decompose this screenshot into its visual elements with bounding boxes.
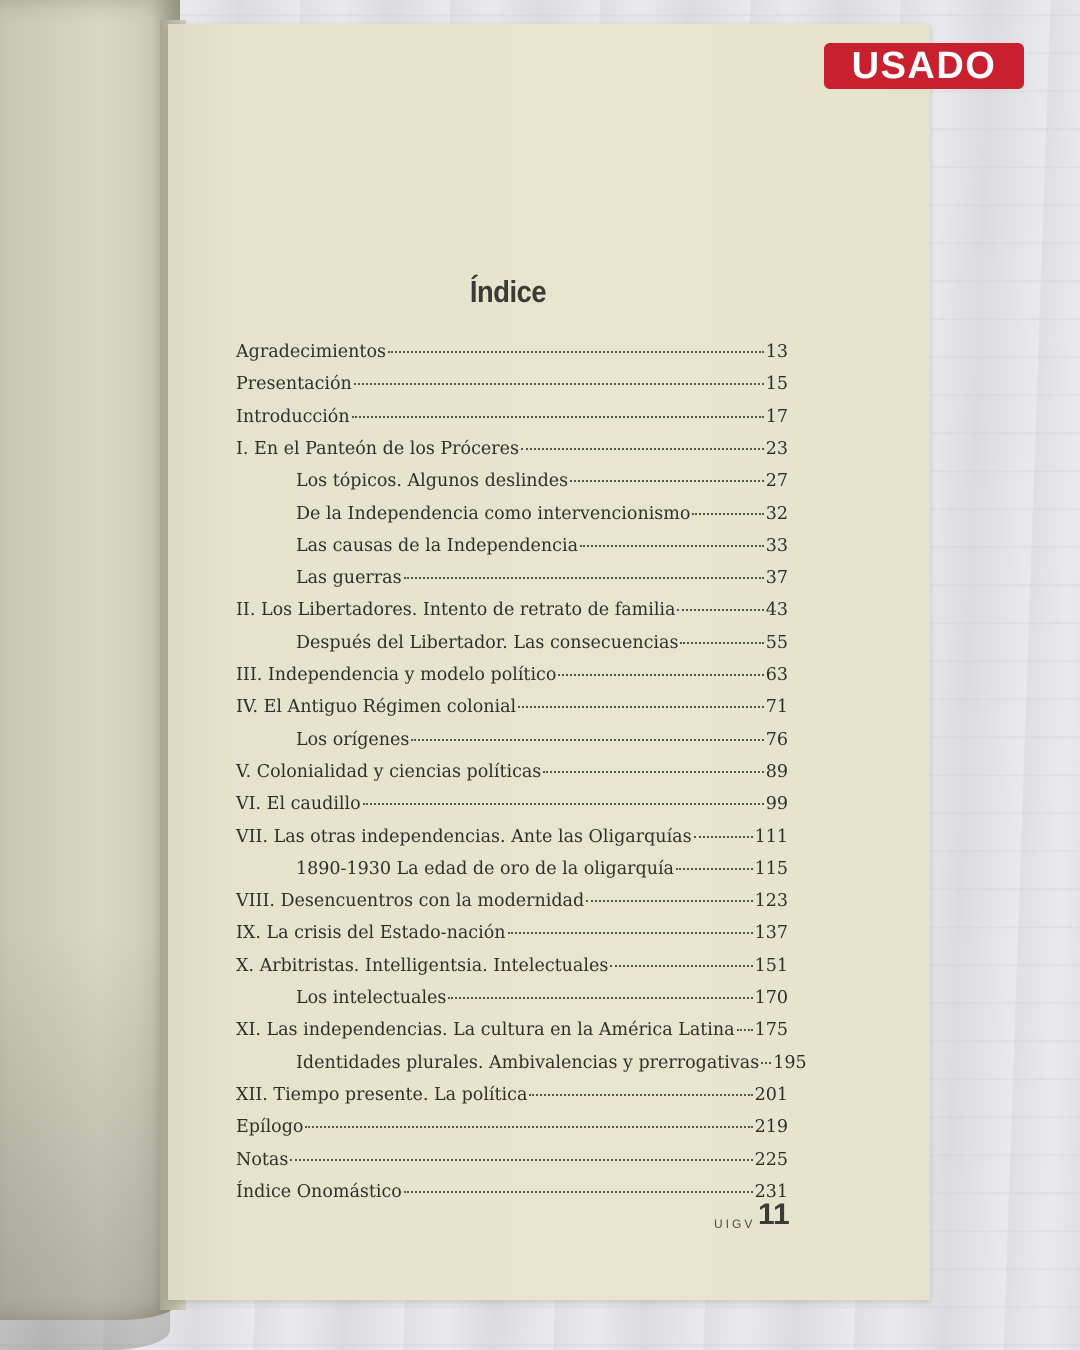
toc-entry	[236, 697, 788, 725]
toc-entry-title: 1890-1930 La edad de oro de la oligarquía	[296, 858, 674, 879]
toc-entry-page: 63	[765, 665, 788, 685]
toc-entry-title: I. En el Panteón de los Próceres	[236, 438, 519, 459]
toc-entry	[236, 1020, 788, 1048]
toc-entry-page: 71	[765, 697, 788, 718]
toc-entry-title: IV. El Antiguo Régimen colonial	[236, 697, 517, 718]
toc-entry-title: Epílogo	[236, 1117, 304, 1138]
dot-leader	[543, 771, 763, 773]
dot-leader	[363, 803, 764, 805]
toc-entry-title: Las causas de la Independencia	[296, 535, 579, 556]
dot-leader	[388, 351, 764, 353]
dot-leader	[352, 416, 764, 418]
toc-entry-page: 27	[765, 471, 788, 492]
toc-entry	[236, 956, 788, 984]
publisher-mark: UIGV	[714, 1217, 756, 1231]
toc-entry	[236, 1117, 788, 1145]
used-badge: USADO	[824, 43, 1024, 89]
page-number: 11	[758, 1198, 790, 1231]
dot-leader	[680, 642, 763, 644]
dot-leader	[290, 1159, 752, 1161]
toc-entry-page: 219	[754, 1117, 788, 1138]
toc-entry	[236, 665, 788, 693]
dot-leader	[518, 706, 764, 708]
toc-entry-page: 175	[754, 1020, 788, 1041]
toc-entry	[236, 794, 788, 822]
dot-leader	[586, 900, 752, 902]
toc-entry-title: III. Independencia y modelo político	[236, 665, 557, 685]
toc-entry-title: Después del Libertador. Las consecuencias	[296, 632, 679, 653]
toc-entry	[236, 407, 788, 435]
toc-entry-page: 111	[754, 826, 788, 847]
toc-entry	[236, 923, 788, 951]
dot-leader	[570, 480, 764, 482]
dot-leader	[610, 965, 752, 967]
dot-leader	[529, 1094, 752, 1096]
dot-leader	[404, 1191, 753, 1193]
toc-entry	[236, 600, 788, 628]
dot-leader	[761, 1062, 771, 1064]
right-book-page	[168, 24, 930, 1300]
toc-entry-title: VII. Las otras independencias. Ante las Oligarquías	[236, 826, 692, 847]
toc-entry-page: 195	[773, 1052, 807, 1073]
dot-leader	[508, 932, 753, 934]
dot-leader	[305, 1126, 752, 1128]
toc-entry-page: 43	[765, 600, 788, 621]
toc-entry-page: 17	[765, 406, 788, 427]
dot-leader	[521, 448, 764, 450]
toc-entry-title: Los tópicos. Algunos deslindes	[296, 471, 569, 492]
toc-entry	[296, 471, 788, 499]
toc-entry-page: 115	[754, 858, 788, 879]
toc-entry-page: 231	[754, 1181, 788, 1202]
toc-entry	[296, 504, 788, 532]
dot-leader	[694, 836, 753, 838]
toc-entry-title: Índice Onomástico	[236, 1181, 402, 1202]
page-title: Índice	[469, 274, 547, 309]
toc-entry-page: 137	[754, 923, 788, 944]
toc-entry-title: XII. Tiempo presente. La política	[236, 1084, 528, 1105]
toc-entry-page: 170	[754, 988, 788, 1008]
dot-leader	[354, 383, 764, 385]
toc-entry	[236, 762, 788, 790]
toc-entry-title: Las guerras	[296, 568, 402, 589]
toc-entry-title: De la Independencia como intervencionismo	[296, 503, 691, 524]
dot-leader	[411, 739, 763, 741]
toc-entry-page: 32	[765, 503, 788, 524]
toc-entry-page: 89	[765, 761, 788, 782]
toc-entry	[296, 988, 788, 1016]
dot-leader	[580, 545, 764, 547]
toc-entry-page: 37	[765, 568, 788, 589]
toc-entry-title: Los intelectuales	[296, 988, 447, 1008]
toc-entry	[236, 891, 788, 919]
toc-entry-page: 23	[765, 438, 788, 459]
toc-entry-page: 151	[754, 955, 788, 976]
toc-entry-title: Notas	[236, 1149, 289, 1170]
toc-entry-title: Agradecimientos	[236, 342, 386, 362]
toc-entry-page: 76	[765, 729, 788, 750]
toc-entry-title: X. Arbitristas. Intelligentsia. Intelectuales	[236, 955, 609, 976]
toc-entry-title: VI. El caudillo	[236, 794, 361, 815]
toc-entry-page: 201	[754, 1084, 788, 1105]
dot-leader	[692, 513, 763, 515]
dot-leader	[737, 1029, 753, 1031]
toc-entry-page: 123	[754, 891, 788, 912]
toc-entry-page: 55	[765, 632, 788, 653]
toc-entry-page: 99	[765, 794, 788, 815]
toc-entry-page: 33	[765, 535, 788, 556]
dot-leader	[448, 997, 752, 999]
dot-leader	[558, 674, 763, 676]
toc-entry	[236, 827, 788, 855]
toc-entry-title: V. Colonialidad y ciencias políticas	[236, 761, 542, 782]
toc-entry-title: IX. La crisis del Estado-nación	[236, 923, 506, 944]
dot-leader	[404, 577, 764, 579]
toc-entry	[236, 374, 788, 402]
toc-entry	[296, 536, 788, 564]
toc-entry	[296, 859, 788, 887]
toc-entry-title: Introducción	[236, 406, 350, 427]
toc-entry	[236, 439, 788, 467]
toc-entry	[236, 1182, 788, 1210]
dot-leader	[676, 868, 753, 870]
toc-entry-title: Identidades plurales. Ambivalencias y prerrogativas	[296, 1052, 760, 1073]
toc-entry-title: VIII. Desencuentros con la modernidad	[236, 891, 585, 912]
toc-entry-title: XI. Las independencias. La cultura en la América Latina	[236, 1020, 735, 1041]
toc-entry	[296, 730, 788, 758]
toc-entry	[236, 1150, 788, 1178]
toc-entry	[236, 1085, 788, 1113]
toc-entry	[296, 1052, 807, 1081]
toc-entry	[296, 568, 788, 596]
toc-entry	[296, 633, 788, 661]
toc-entry	[236, 342, 788, 370]
dot-leader	[677, 609, 763, 611]
toc-entry-title: Los orígenes	[296, 729, 410, 750]
left-page-shadow	[0, 930, 170, 1350]
toc-entry-page: 13	[765, 342, 788, 362]
toc-entry-title: II. Los Libertadores. Intento de retrato de familia	[236, 600, 676, 621]
toc-entry-page: 15	[765, 374, 788, 395]
toc-entry-title: Presentación	[236, 374, 352, 395]
toc-entry-page: 225	[754, 1149, 788, 1170]
